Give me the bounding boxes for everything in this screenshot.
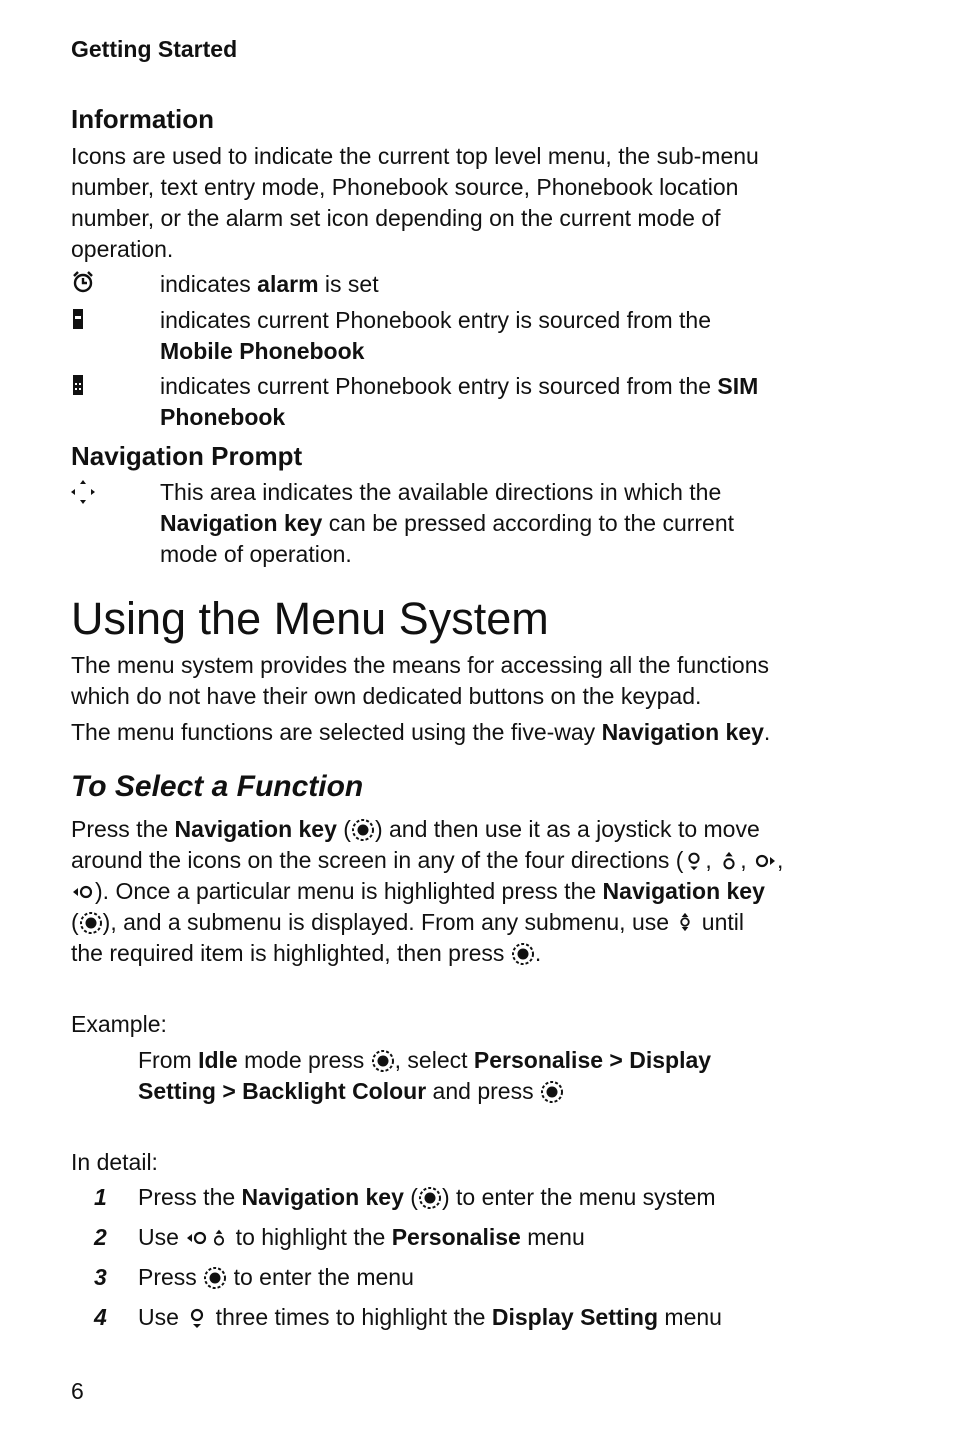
nav-down-icon <box>185 1306 209 1330</box>
navigation-key-icon <box>540 1080 564 1104</box>
step-number: 3 <box>94 1264 107 1290</box>
page-number: 6 <box>71 1378 84 1404</box>
mobile-phonebook-icon <box>71 307 95 331</box>
navigation-key-icon <box>371 1049 395 1073</box>
navigation-prompt-heading: Navigation Prompt <box>71 441 303 471</box>
select-para-line5: the required item is highlighted, then press . <box>71 940 542 966</box>
select-para-line4: ( ), and a submenu is displayed. From any submenu, use until <box>71 909 745 935</box>
detail-label: In detail: <box>71 1149 158 1175</box>
alarm-description: indicates alarm is set <box>160 271 379 297</box>
step-text: Use three times to highlight the Display Setting menu <box>138 1304 722 1330</box>
select-para-line2: around the icons on the screen in any of the four directions ( , , , <box>71 847 784 873</box>
navigation-prompt-line2: Navigation key can be pressed according to the current <box>160 510 735 536</box>
nav-up-icon <box>209 1226 229 1250</box>
information-para-line: Icons are used to indicate the current top level menu, the sub-menu <box>71 143 759 169</box>
step-number: 1 <box>94 1184 107 1210</box>
information-para-line: number, or the alarm set icon depending on the current mode of <box>71 205 721 231</box>
example-line1: From Idle mode press , select Personalise > Display <box>138 1047 712 1073</box>
sim-phonebook-icon <box>71 373 95 397</box>
section-title: Using the Menu System <box>71 593 549 644</box>
information-para-line: operation. <box>71 236 174 262</box>
navigation-prompt-line1: This area indicates the available directions in which the <box>160 479 722 505</box>
sim-phonebook-description-line2: Phonebook <box>160 404 286 430</box>
navigation-prompt-line3: mode of operation. <box>160 541 352 567</box>
menu-system-para-line: The menu system provides the means for accessing all the functions <box>71 652 770 678</box>
navigation-key-icon <box>418 1186 442 1210</box>
nav-left-icon <box>185 1226 209 1250</box>
menu-system-para-line: which do not have their own dedicated buttons on the keypad. <box>71 683 702 709</box>
navigation-key-icon <box>511 942 535 966</box>
nav-right-icon <box>753 849 777 873</box>
running-header: Getting Started <box>71 36 238 62</box>
select-para-line1: Press the Navigation key ( ) and then use it as a joystick to move <box>71 816 760 842</box>
navigation-prompt-icon <box>71 480 95 504</box>
step-number: 4 <box>94 1304 107 1330</box>
alarm-icon <box>71 270 95 294</box>
navigation-key-icon <box>79 911 103 935</box>
nav-up-icon <box>718 849 740 873</box>
step-text: Use to highlight the Personalise menu <box>138 1224 585 1250</box>
nav-down-icon <box>683 849 705 873</box>
navigation-key-icon <box>351 818 375 842</box>
example-line2: Setting > Backlight Colour and press <box>138 1076 564 1107</box>
nav-up-down-icon <box>675 909 695 935</box>
mobile-phonebook-description-line1: indicates current Phonebook entry is sourced from the <box>160 307 712 333</box>
select-para-line3: ). Once a particular menu is highlighted press the Navigation key <box>71 876 765 907</box>
navigation-key-icon <box>203 1266 227 1290</box>
information-para-line: number, text entry mode, Phonebook source, Phonebook location <box>71 174 739 200</box>
step-text: Press the Navigation key ( ) to enter the menu system <box>138 1184 716 1210</box>
subsection-heading: To Select a Function <box>71 770 364 803</box>
nav-left-icon <box>71 880 95 904</box>
menu-system-para2: The menu functions are selected using the five-way Navigation key. <box>71 719 771 745</box>
step-text: Press to enter the menu <box>138 1264 414 1290</box>
mobile-phonebook-description-line2: Mobile Phonebook <box>160 338 365 364</box>
example-label: Example: <box>71 1011 167 1037</box>
sim-phonebook-description-line1: indicates current Phonebook entry is sourced from the SIM <box>160 373 759 399</box>
step-number: 2 <box>94 1224 107 1250</box>
information-heading: Information <box>71 104 214 134</box>
